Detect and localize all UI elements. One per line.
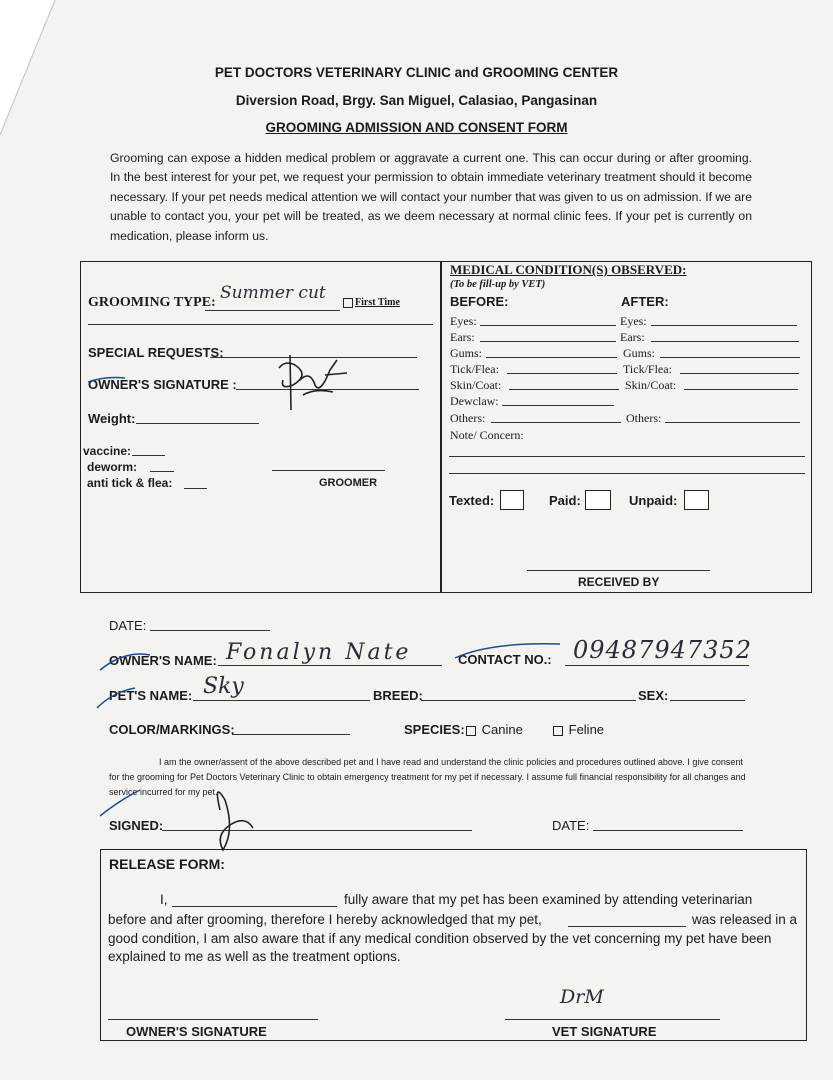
unpaid-checkbox[interactable] — [684, 490, 709, 510]
vet-signature-label: VET SIGNATURE — [552, 1024, 657, 1039]
contact-value: 09487947352 — [573, 636, 752, 664]
after-skincoat-label: Skin/Coat: — [625, 378, 677, 392]
note-line-2 — [449, 473, 805, 474]
feline-option[interactable] — [553, 722, 604, 737]
before-tickflea-line — [507, 373, 617, 374]
before-others-line — [491, 422, 621, 423]
vet-initials: DrM — [560, 986, 604, 1008]
before-dewclaw-label: Dewclaw: — [450, 394, 499, 408]
sex-line — [670, 700, 745, 701]
vaccine-line — [132, 455, 165, 456]
first-time-label: First Time — [355, 297, 400, 308]
before-skincoat-line — [509, 389, 619, 390]
after-eyes-label: Eyes: — [620, 314, 647, 328]
before-gums-line — [486, 357, 617, 358]
panel-divider — [440, 261, 442, 593]
pet-name-label: PET'S NAME: — [109, 688, 193, 703]
after-eyes-line — [651, 325, 797, 326]
signed-date-label: DATE: — [552, 818, 590, 833]
grooming-type-line — [205, 310, 340, 311]
note-line-1 — [449, 456, 805, 457]
deworm-label: deworm: — [87, 460, 138, 474]
unpaid-label: Unpaid: — [629, 493, 678, 508]
feline-checkbox[interactable] — [553, 726, 563, 736]
before-label: BEFORE: — [450, 294, 509, 309]
release-title: RELEASE FORM: — [109, 856, 225, 872]
release-owner-signature-label: OWNER'S SIGNATURE — [126, 1024, 267, 1039]
medical-subtitle: (To be fill-up by VET) — [450, 279, 546, 290]
received-by-label: RECEIVED BY — [578, 575, 660, 589]
breed-label: BREED: — [373, 688, 423, 703]
sex-label: SEX: — [638, 688, 669, 703]
breed-line — [421, 700, 636, 701]
after-label: AFTER: — [621, 294, 669, 309]
release-line1-start: I, — [160, 892, 168, 907]
ink-pen-strokes — [95, 630, 375, 860]
signed-date-line — [593, 830, 743, 831]
note-concern-label: Note/ Concern: — [450, 428, 524, 442]
after-gums-line — [660, 357, 800, 358]
special-requests-label: SPECIAL REQUESTS: — [88, 345, 224, 360]
color-markings-label: COLOR/MARKINGS: — [109, 722, 235, 737]
before-eyes-label: Eyes: — [450, 314, 477, 328]
owner-name-value: Fonalyn Nate — [226, 640, 412, 665]
release-owner-name-line — [172, 906, 337, 907]
release-line2-start: before and after grooming, therefore I hereby acknowledged that my pet, — [108, 912, 542, 927]
weight-label: Weight: — [88, 411, 136, 426]
before-ears-label: Ears: — [450, 330, 475, 344]
after-tickflea-label: Tick/Flea: — [623, 362, 672, 376]
anti-tick-line — [184, 488, 207, 489]
release-pet-name-line — [568, 926, 686, 927]
before-ears-line — [480, 341, 616, 342]
contact-label: CONTACT NO.: — [458, 652, 552, 667]
contact-line — [565, 665, 749, 666]
canine-option[interactable] — [466, 722, 523, 737]
signed-label: SIGNED: — [109, 818, 164, 833]
groomer-line — [272, 470, 385, 471]
after-tickflea-line — [680, 373, 799, 374]
grooming-type-extra-line — [88, 324, 433, 325]
canine-checkbox[interactable] — [466, 726, 476, 736]
owner-signature-label: OWNER'S SIGNATURE : — [88, 377, 237, 392]
before-dewclaw-line — [502, 405, 614, 406]
owner-name-label: OWNER'S NAME: — [109, 653, 217, 668]
pet-name-value: Sky — [203, 674, 244, 699]
deworm-line — [150, 471, 174, 472]
vet-signature-line — [505, 1019, 720, 1020]
release-line1-end: fully aware that my pet has been examined by attending veterinarian — [344, 892, 753, 907]
release-line2-end: was released in a — [692, 912, 798, 927]
first-time-option[interactable] — [343, 297, 400, 308]
paid-checkbox[interactable] — [585, 490, 611, 510]
canine-label: Canine — [481, 722, 523, 737]
after-others-line — [665, 422, 800, 423]
contact-ink-stroke — [450, 638, 590, 668]
texted-label: Texted: — [449, 493, 495, 508]
feline-label: Feline — [568, 722, 605, 737]
before-eyes-line — [480, 325, 616, 326]
before-gums-label: Gums: — [450, 346, 483, 360]
form-title: GROOMING ADMISSION AND CONSENT FORM — [265, 120, 568, 135]
release-line3: good condition, I am also aware that if any medical condition observed by the vet concerning my pet have been — [108, 931, 772, 946]
release-line4: explained to me as well as the treatment options. — [108, 949, 401, 964]
groomer-label: GROOMER — [319, 477, 378, 489]
grooming-type-value: Summer cut — [220, 283, 326, 303]
after-gums-label: Gums: — [623, 346, 656, 360]
grooming-type-label: GROOMING TYPE: — [88, 295, 216, 310]
release-owner-signature-line — [108, 1019, 318, 1020]
first-time-checkbox[interactable] — [343, 298, 353, 308]
medical-title: MEDICAL CONDITION(S) OBSERVED: — [450, 262, 687, 277]
before-tickflea-label: Tick/Flea: — [450, 362, 499, 376]
anti-tick-label: anti tick & flea: — [87, 476, 173, 490]
before-skincoat-label: Skin/Coat: — [450, 378, 502, 392]
date-label: DATE: — [109, 618, 147, 633]
after-others-label: Others: — [626, 411, 662, 425]
clinic-address: Diversion Road, Brgy. San Miguel, Calasiao, Pangasinan — [235, 93, 598, 108]
before-others-label: Others: — [450, 411, 486, 425]
after-ears-label: Ears: — [620, 330, 645, 344]
consent-paragraph: I am the owner/assent of the above described pet and I have read and understand the clinic policies and procedures outlined above. I give consent for the grooming for Pet Doctors Veterinary Clinic to obtain emergency treatment for my pet if necessary. I assume full financial responsibility for all changes and service incurred for my pet. — [109, 757, 746, 797]
paid-label: Paid: — [549, 493, 581, 508]
clinic-name: PET DOCTORS VETERINARY CLINIC and GROOMING CENTER — [214, 65, 619, 80]
received-by-line — [527, 570, 710, 571]
after-ears-line — [651, 341, 799, 342]
intro-paragraph: Grooming can expose a hidden medical problem or aggravate a current one. This can occur during or after grooming. In the best interest for your pet, we request your permission to obtain immediate veterinary treatment should it become necessary. If your pet needs medical attention we will contact your number that was given to us on admission. If we are unable to contact you, your pet will be treated, as we deem necessary at normal clinic fees. If your pet is currently on medication, please inform us. — [110, 151, 752, 243]
species-label: SPECIES: — [404, 722, 465, 737]
after-skincoat-line — [684, 389, 798, 390]
vaccine-label: vaccine: — [83, 444, 132, 458]
texted-checkbox[interactable] — [500, 490, 524, 510]
weight-line — [136, 423, 259, 424]
